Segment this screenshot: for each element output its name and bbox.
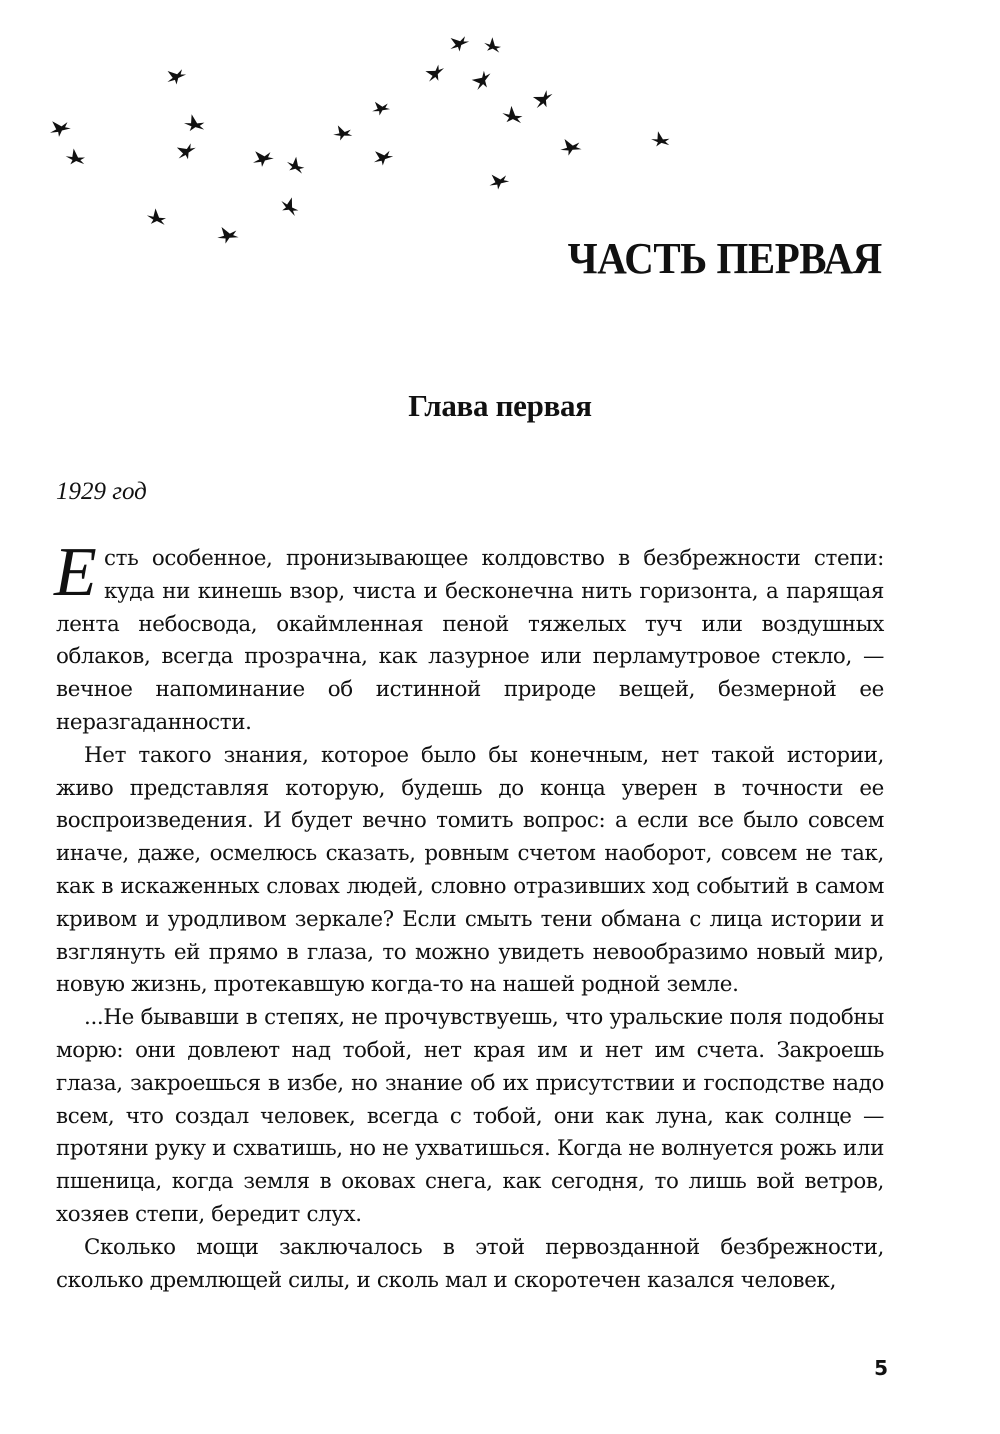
paragraph-2: Нет такого знания, которое было бы конечным, нет такой истории, живо представляя которую, будешь до конца уверен в точности ее воспроизведения. И будет вечно томить вопрос: а если все было совсем иначе, даже, осмелюсь сказать, ровным счетом наоборот, совсем не так, как в искаженных словах людей, словно отразивших ход событий в самом кривом и уродливом зеркале? Если смыть тени обмана с лица истории и взглянуть ей прямо в глаза, то можно увидеть невообразимо новый мир, новую жизнь, протекавшую когда-то на нашей родной земле. <box>56 742 884 998</box>
chapter-title: Глава первая <box>408 388 592 423</box>
chapter-text <box>54 534 884 1297</box>
paragraph-1 <box>54 534 884 740</box>
page-number: 5 <box>874 1356 888 1380</box>
chapter-date: 1929 год <box>56 478 147 505</box>
paragraph-1-text: сть особенное, пронизывающее колдовство в безбрежности степи: куда ни кинешь взор, чиста и бесконечна нить горизонта, а парящая лента небосвода, окаймленная пеной тяжелых туч или воздушных облаков, всегда прозрачна, как лазурное или перламутровое стекло, — вечное напоминание об истинной природе вещей, безмерной ее неразгаданности. <box>56 546 884 735</box>
drop-cap: Е <box>54 534 97 611</box>
flock-of-birds-icon <box>40 20 720 260</box>
paragraph-3: ...Не бывавши в степях, не прочувствуешь, что уральские поля подобны морю: они довлеют над тобой, нет края им и нет им счета. Закроешь глаза, закроешься в избе, но знание об их присутствии и господстве надо всем, что создал человек, всегда с тобой, они как луна, как солнце — протяни руку и схватишь, но не ухватишься. Когда не волнуется рожь или пшеница, когда земля в оковах снега, как сегодня, то лишь вой ветров, хозяев степи, бередит слух. <box>56 1005 884 1227</box>
paragraph-4: Сколько мощи заключалось в этой первозданной безбрежности, сколько дремлющей силы, и сколь мал и скоротечен казался человек, <box>56 1234 884 1293</box>
part-title: ЧАСТЬ ПЕРВАЯ <box>567 234 882 283</box>
